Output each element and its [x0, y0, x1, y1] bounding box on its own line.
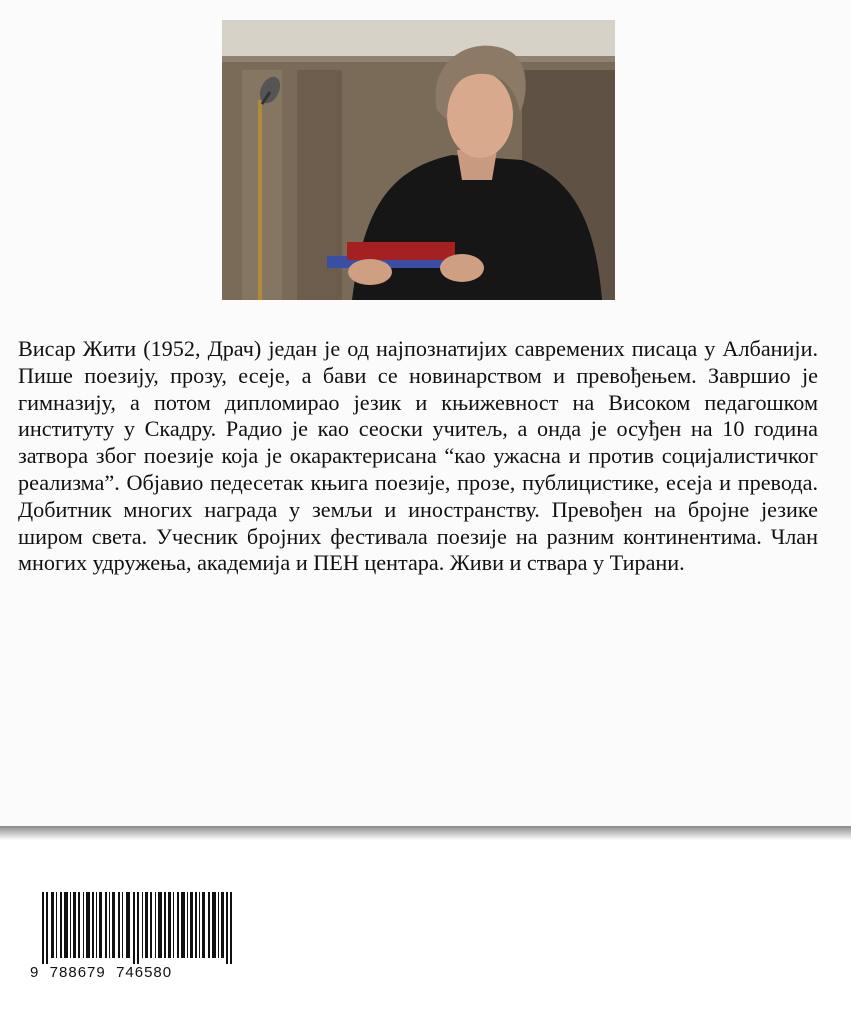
isbn-barcode: [30, 892, 248, 988]
isbn-number: 9 788679 746580: [30, 964, 173, 981]
author-photo: [222, 20, 615, 300]
barcode-bars: [30, 892, 248, 964]
author-biography: Висар Жити (1952, Драч) један је од најпознатијих савремених писаца у Албанији. Пише поезију, прозу, есеје, а бави се новинарством и превођењем. Завршио је гимназију, а потом дипломирао језик и књижевност на Високом педагошком институту у Скадру. Радио је као сеоски учитељ, а онда је осуђен на 10 година затвора због поезије која је окарактерисана “као ужасна и против социјалистичког реализма”. Објавио педесетак књига поезије, прозе, публицистике, есеја и превода. Добитник многих награда у земљи и иностранству. Превођен на бројне језике широм света. Учесник бројних фестивала поезије на разним континентима. Члан многих удружења, академија и ПЕН центара. Живи и ствара у Тирани.: [18, 336, 818, 576]
cover-edge-shadow: [0, 826, 851, 840]
